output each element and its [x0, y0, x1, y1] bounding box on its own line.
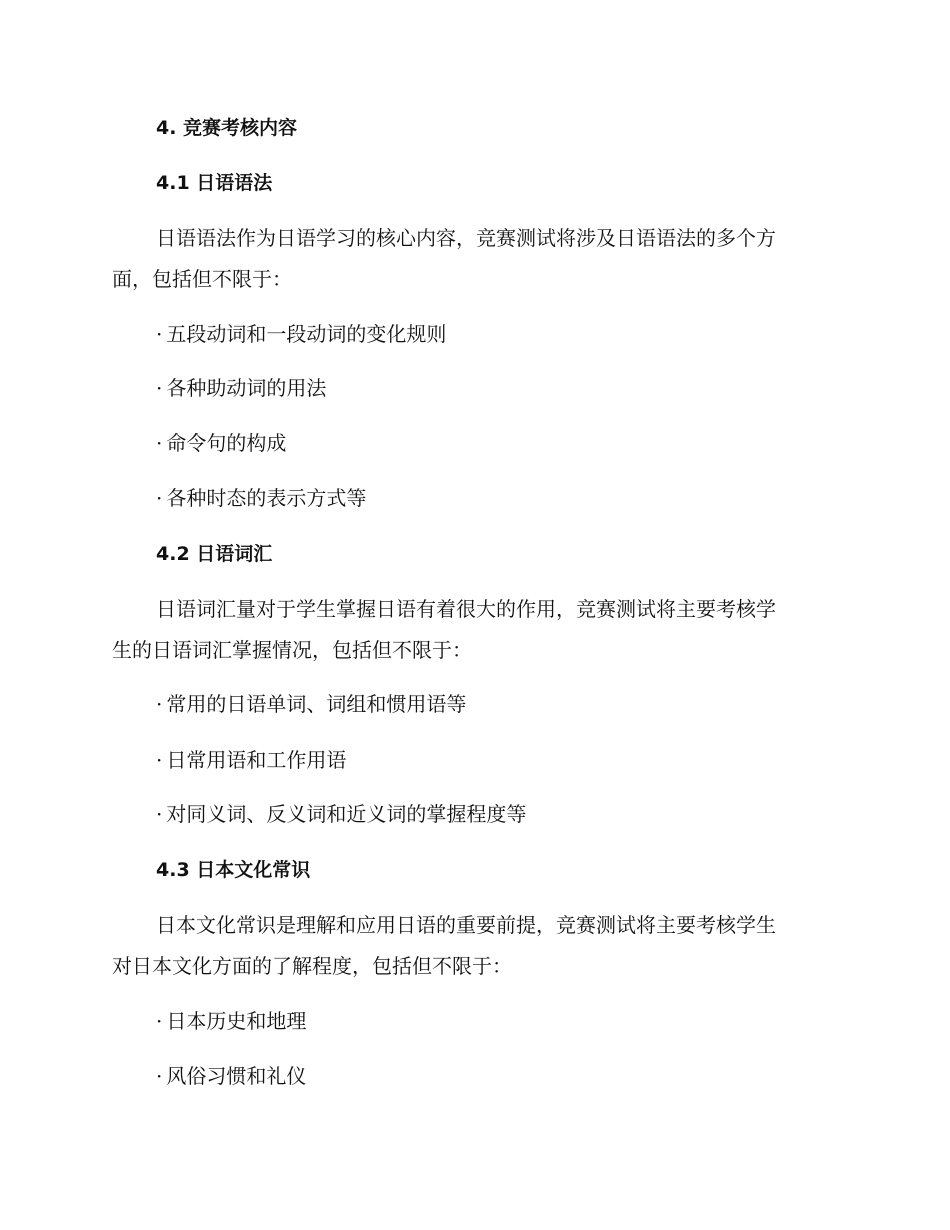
- paragraph-4-2-line-2: 生的日语词汇掌握情况，包括但不限于：: [112, 638, 472, 662]
- bullet-dot: ·: [156, 322, 163, 346]
- bullet-dot: ·: [156, 692, 163, 716]
- bullet-item: [156, 800, 526, 828]
- subsection-heading-4-1: 4.1 日语语法: [156, 172, 273, 194]
- bullet-dot: ·: [156, 1064, 163, 1088]
- paragraph-4-3-line-1: 日本文化常识是理解和应用日语的重要前提，竞赛测试将主要考核学生: [156, 913, 776, 937]
- bullet-dot: ·: [156, 1009, 163, 1033]
- bullet-text: 五段动词和一段动词的变化规则: [166, 322, 447, 346]
- bullet-text: 各种时态的表示方式等: [166, 486, 367, 510]
- bullet-item: [156, 320, 446, 348]
- bullet-dot: ·: [156, 376, 163, 400]
- bullet-item: [156, 374, 326, 402]
- bullet-text: 命令句的构成: [166, 431, 287, 455]
- bullet-dot: ·: [156, 802, 163, 826]
- paragraph-4-2-line-1: 日语词汇量对于学生掌握日语有着很大的作用，竞赛测试将主要考核学: [156, 597, 776, 621]
- bullet-item: [156, 484, 366, 512]
- bullet-text: 常用的日语单词、词组和惯用语等: [166, 692, 467, 716]
- bullet-item: [156, 1062, 306, 1090]
- subsection-heading-4-2: 4.2 日语词汇: [156, 543, 273, 565]
- subsection-heading-4-3: 4.3 日本文化常识: [156, 859, 311, 881]
- section-heading-4: 4. 竞赛考核内容: [156, 117, 298, 139]
- bullet-text: 对同义词、反义词和近义词的掌握程度等: [166, 802, 527, 826]
- paragraph-4-3-line-2: 对日本文化方面的了解程度，包括但不限于：: [112, 954, 512, 978]
- bullet-text: 日本历史和地理: [166, 1009, 307, 1033]
- bullet-item: [156, 690, 466, 718]
- bullet-item: [156, 746, 346, 774]
- bullet-dot: ·: [156, 486, 163, 510]
- paragraph-4-1-line-1: 日语语法作为日语学习的核心内容，竞赛测试将涉及日语语法的多个方: [156, 226, 776, 250]
- bullet-text: 风俗习惯和礼仪: [166, 1064, 307, 1088]
- bullet-text: 日常用语和工作用语: [166, 748, 347, 772]
- bullet-dot: ·: [156, 748, 163, 772]
- bullet-item: [156, 429, 286, 457]
- bullet-dot: ·: [156, 431, 163, 455]
- bullet-text: 各种助动词的用法: [166, 376, 327, 400]
- bullet-item: [156, 1007, 306, 1035]
- paragraph-4-1-line-2: 面，包括但不限于：: [112, 267, 292, 291]
